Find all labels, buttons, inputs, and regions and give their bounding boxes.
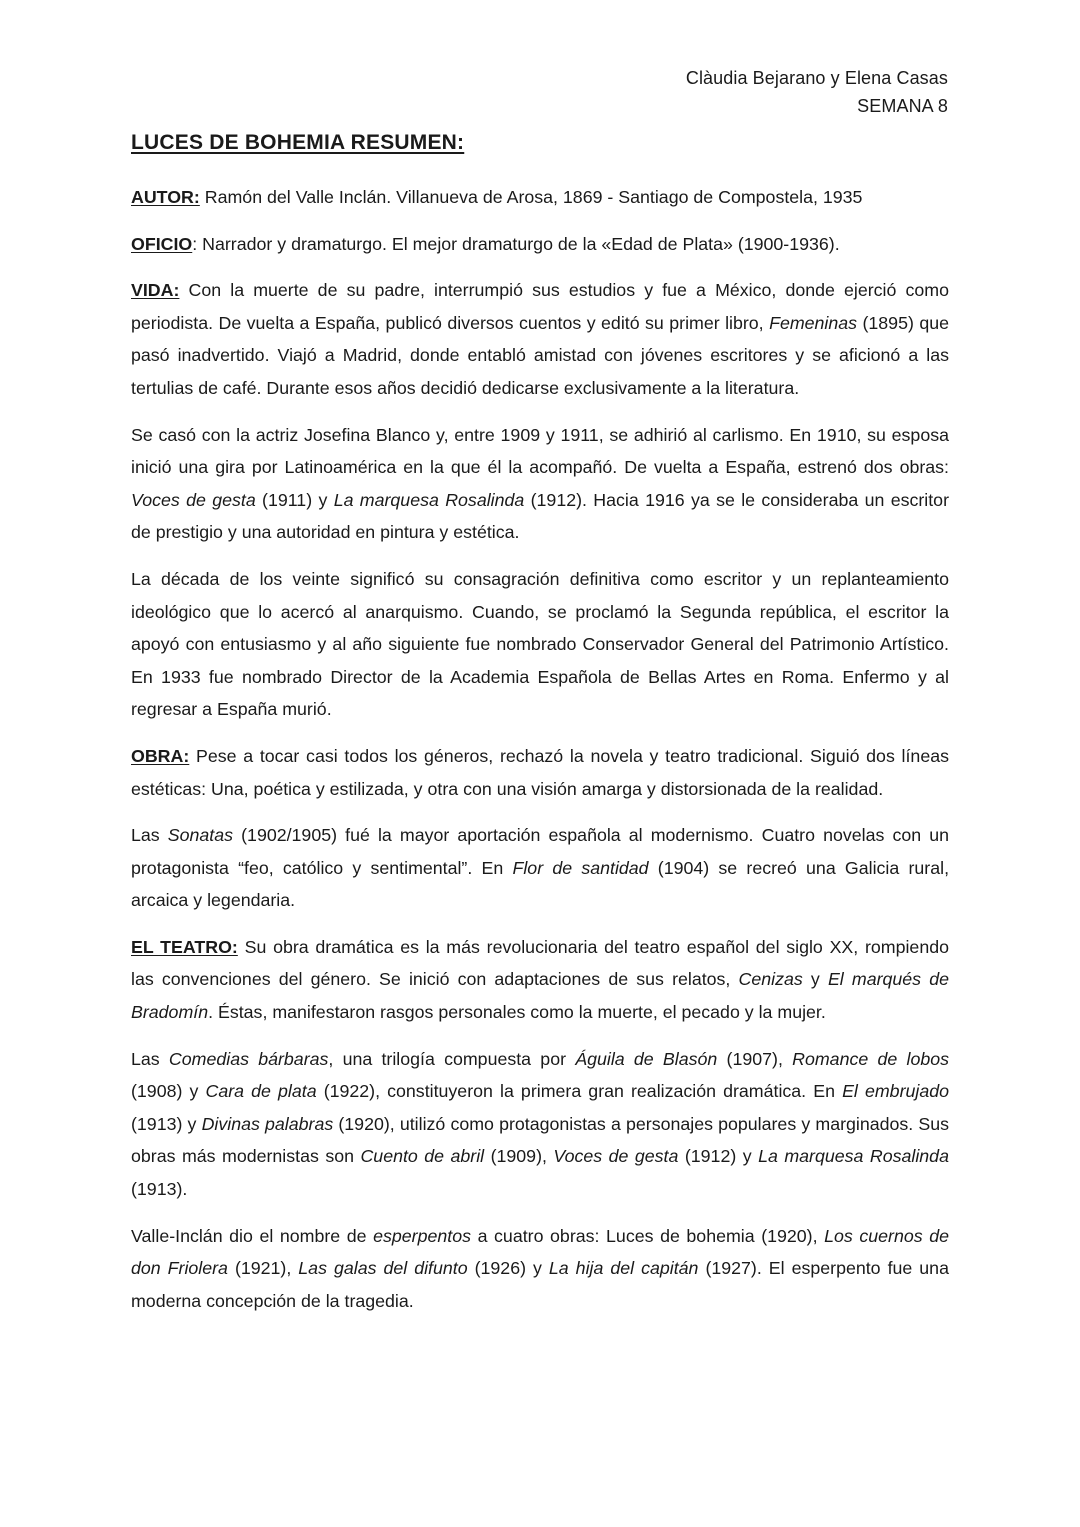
label-oficio: OFICIO [131,233,193,254]
work-title: La hija del capitán [548,1258,699,1279]
teatro-text-3: . Éstas, manifestaron rasgos personales como la muerte, el pecado y la mujer. [208,1002,826,1023]
label-obra: OBRA: [131,745,190,766]
work-title: Divinas palabras [201,1113,334,1134]
comedias-text: Las [131,1048,169,1069]
work-title: Las galas del difunto [298,1258,468,1279]
paragraph-obra [131,740,949,805]
work-title: La marquesa Rosalinda [333,489,525,510]
work-title: Cara de plata [205,1081,317,1102]
work-title: Voces de gesta [553,1146,679,1167]
vida2-text-1: Se casó con la actriz Josefina Blanco y, entre 1909 y 1911, se adhirió al carlismo. En 1910, su esposa inició una gira por Latinoamérica en la que él la acompañó. De vuelta a España, estrenó dos obras: [131,424,949,478]
work-title: Los cuernos de don Friolera [131,1225,949,1279]
comedias-text: (1912) y [678,1146,759,1167]
label-autor: AUTOR: [131,187,200,207]
document-title: LUCES DE BOHEMIA RESUMEN: [131,131,465,154]
esperpentos-text: a cuatro obras: Luces de bohemia (1920), [471,1225,825,1246]
comedias-text: (1907), [717,1048,793,1069]
label-vida: VIDA: [131,280,180,301]
comedias-text: (1908) y [131,1081,206,1102]
sonatas-text-1: Las [131,825,168,846]
vida2-text-3: (1912). Hacia 1916 ya se le consideraba un escritor de prestigio y una autoridad en pintura y estética. [131,489,949,543]
work-title: Cuento de abril [360,1146,485,1167]
sonatas-text-2: (1902/1905) fué la mayor aportación española al modernismo. Cuatro novelas con un protagonista “feo, católico y sentimental”. En [131,825,950,878]
work-title: Romance de lobos [792,1048,950,1069]
paragraph-comedias [131,1043,949,1206]
work-title: Flor de santidad [512,857,649,878]
paragraph-vida [131,274,949,404]
label-teatro: EL TEATRO: [131,936,238,957]
paragraph-sonatas [131,819,949,917]
esperpentos-text: Valle-Inclán dio el nombre de [131,1225,374,1246]
autor-text: Ramón del Valle Inclán. Villanueva de Arosa, 1869 - Santiago de Compostela, 1935 [199,187,863,207]
esperpentos-text: (1926) y [467,1258,549,1279]
sonatas-text-3: (1904) se recreó una Galicia rural, arcaica y legendaria. [131,857,950,911]
paragraph-esperpentos [131,1220,949,1318]
esperpentos-text: (1927). El esperpento fue una moderna concepción de la tragedia. [131,1258,949,1311]
teatro-text-2: y [802,969,828,990]
comedias-text: , una trilogía compuesta por [328,1048,576,1069]
obra-text: Pese a tocar casi todos los géneros, rechazó la novela y teatro tradicional. Siguió dos líneas estéticas: Una, poética y estilizada, y otra con una visión amarga y distorsionada de la realidad. [131,745,949,799]
page-header [686,64,948,120]
header-week: SEMANA 8 [857,96,948,116]
paragraph-vida-2 [131,419,949,549]
document-body [131,181,949,1331]
oficio-text: : Narrador y dramaturgo. El mejor dramaturgo de la «Edad de Plata» (1900-1936). [192,233,840,254]
work-title: La marquesa Rosalinda [758,1146,949,1167]
work-title: El marqués de Bradomín [131,969,949,1023]
paragraph-autor [131,181,949,214]
vida-text-1: Con la muerte de su padre, interrumpió sus estudios y fue a México, donde ejerció como periodista. De vuelta a España, publicó diversos cuentos y editó su primer libro, [131,280,949,333]
term-esperpentos: esperpentos [373,1225,471,1246]
work-title: Cenizas [738,969,803,990]
comedias-text: (1920), utilizó como protagonistas a personajes populares y marginados. Sus obras más modernistas son [131,1113,950,1167]
vida3-text: La década de los veinte significó su consagración definitiva como escritor y un replanteamiento ideológico que lo acercó al anarquismo. Cuando, se proclamó la Segunda república, el escritor la apoyó con entusiasmo y al año siguiente fue nombrado Conservador General del Patrimonio Artístico. En 1933 fue nombrado Director de la Academia Española de Bellas Artes en Roma. Enfermo y al regresar a España murió. [131,568,949,720]
comedias-text: (1913). [131,1179,188,1200]
comedias-text: (1922), constituyeron la primera gran realización dramática. En [316,1081,843,1102]
comedias-text: (1913) y [131,1113,202,1134]
vida-text-2: (1895) que pasó inadvertido. Viajó a Madrid, donde entabló amistad con jóvenes escritores y se aficionó a las tertulias de café. Durante esos años decidió dedicarse exclusivamente a la literatura. [131,312,949,398]
book-title-femeninas: Femeninas [769,312,858,333]
header-authors: Clàudia Bejarano y Elena Casas [685,68,948,88]
work-title: Voces de gesta [131,489,256,510]
vida2-text-2: (1911) y [255,489,334,510]
work-title: Sonatas [167,825,234,846]
comedias-text: (1909), [484,1146,554,1167]
work-title: El embrujado [842,1081,949,1102]
paragraph-teatro [131,931,949,1029]
paragraph-vida-3 [131,563,949,726]
paragraph-oficio [131,228,949,261]
teatro-text-1: Su obra dramática es la más revolucionaria del teatro español del siglo XX, rompiendo las convenciones del género. Se inició con adaptaciones de sus relatos, [131,936,949,990]
work-title: Águila de Blasón [575,1048,718,1069]
work-title: Comedias bárbaras [168,1048,329,1069]
esperpentos-text: (1921), [227,1258,299,1279]
